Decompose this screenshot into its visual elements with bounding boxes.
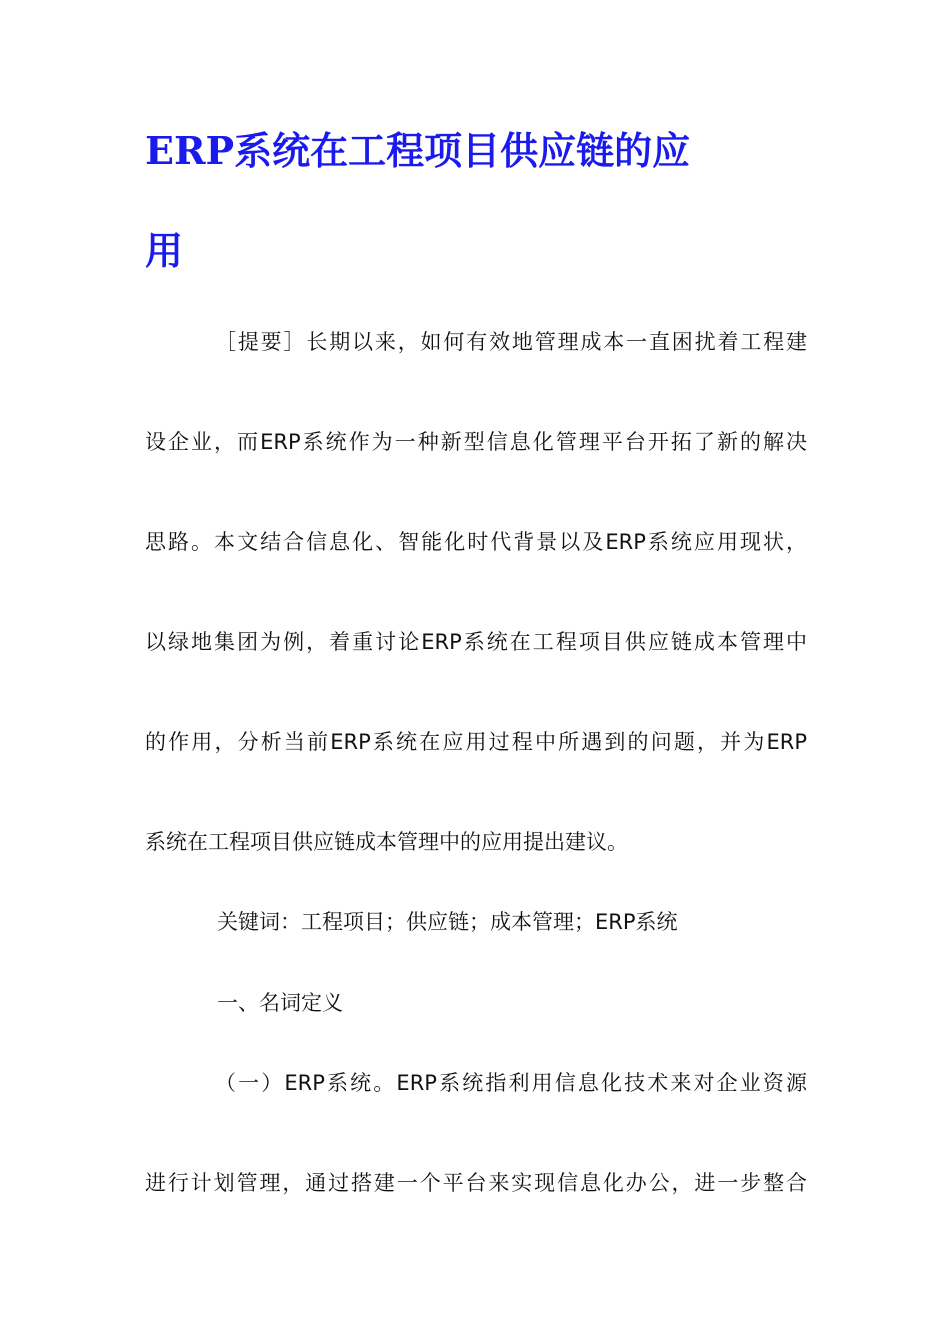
- document-page: [145, 0, 807, 1195]
- abstract-line: 系统在工程项目供应链成本管理中的应用提出建议。: [145, 830, 628, 854]
- definition-line: （一）ERP系统。ERP系统指利用信息化技术来对企业资源: [215, 1071, 807, 1095]
- section-heading: 一、名词定义: [217, 991, 343, 1015]
- title-line-1: ERP系统在工程项目供应链的应: [145, 128, 691, 173]
- abstract-line: ［提要］长期以来，如何有效地管理成本一直困扰着工程建: [215, 330, 807, 354]
- title-line-2: 用: [145, 228, 184, 273]
- abstract-line: 思路。本文结合信息化、智能化时代背景以及ERP系统应用现状，: [145, 530, 807, 554]
- keywords-line: 关键词：工程项目；供应链；成本管理；ERP系统: [217, 910, 678, 934]
- document-title: [145, 0, 807, 281]
- abstract-paragraph: [145, 325, 807, 925]
- abstract-line: 以绿地集团为例，着重讨论ERP系统在工程项目供应链成本管理中: [145, 630, 807, 654]
- definition-paragraph: [145, 1066, 807, 1266]
- abstract-line: 的作用，分析当前ERP系统在应用过程中所遇到的问题，并为ERP: [145, 730, 807, 754]
- definition-line: 进行计划管理，通过搭建一个平台来实现信息化办公，进一步整合: [145, 1171, 807, 1195]
- abstract-line: 设企业，而ERP系统作为一种新型信息化管理平台开拓了新的解决: [145, 430, 807, 454]
